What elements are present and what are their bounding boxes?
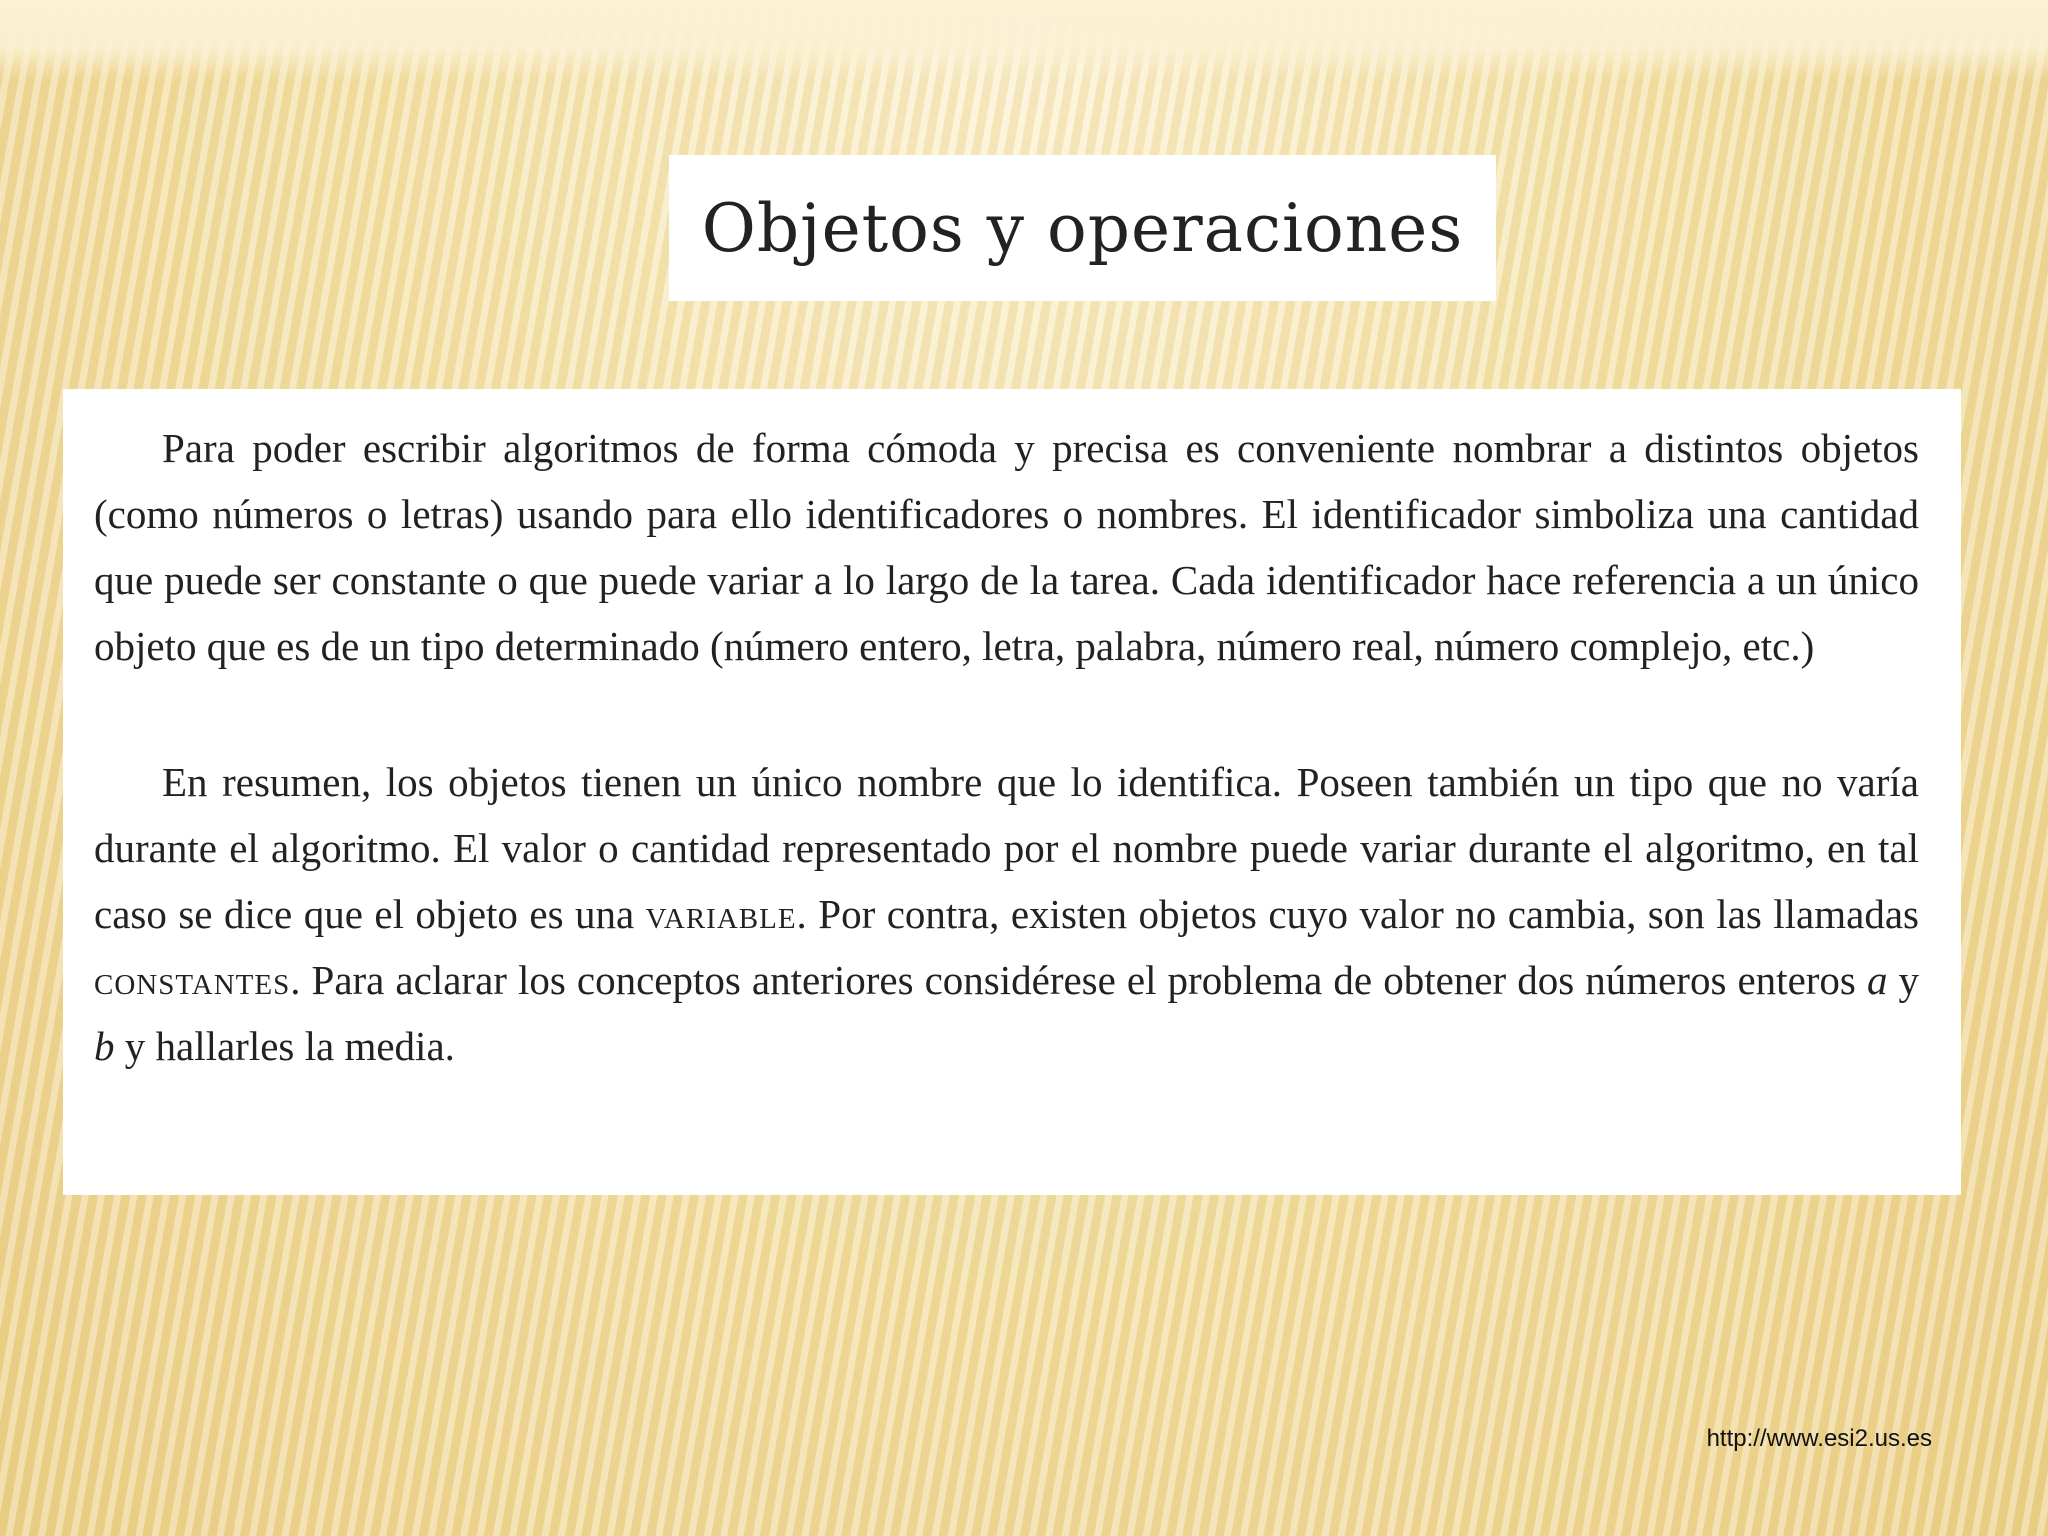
summary-text-4: y <box>1887 957 1919 1003</box>
summary-text-5: y hallarles la media. <box>114 1023 455 1069</box>
term-constantes: constantes <box>94 957 291 1003</box>
footer-url: http://www.esi2.us.es <box>1706 1425 1932 1452</box>
math-var-b: b <box>94 1023 115 1069</box>
paragraph-identifiers: Para poder escribir algoritmos de forma cómoda y precisa es conveniente nombrar a distintos objetos (como números o letras) usando para ello identificadores o nombres. El identificador simboliza una cantidad que puede ser constante o que puede variar a lo largo de la tarea. Cada identificador hace referencia a un único objeto que es de un tipo determinado (número entero, letra, palabra, número real, número complejo, etc.) <box>94 425 1919 669</box>
summary-text-3: . Para aclarar los conceptos anteriores considérese el problema de obtener dos números enteros <box>290 957 1867 1003</box>
title-box <box>669 155 1496 301</box>
math-var-a: a <box>1866 957 1888 1003</box>
slide-top-band <box>0 0 2048 80</box>
summary-text-2: . Por contra, existen objetos cuyo valor no cambia, son las llamadas <box>796 891 1919 937</box>
paragraph-summary <box>94 749 1919 1079</box>
summary-text-1: En resumen, los objetos tienen un único nombre que lo identifica. Poseen también un tipo que no varía durante el algoritmo. El valor o cantidad representado por el nombre puede variar durante el algoritmo, en tal caso se dice que el objeto es una <box>94 759 1919 937</box>
content-box <box>63 389 1961 1195</box>
slide-title: Objetos y operaciones <box>701 189 1464 267</box>
term-variable: variable <box>645 891 797 937</box>
